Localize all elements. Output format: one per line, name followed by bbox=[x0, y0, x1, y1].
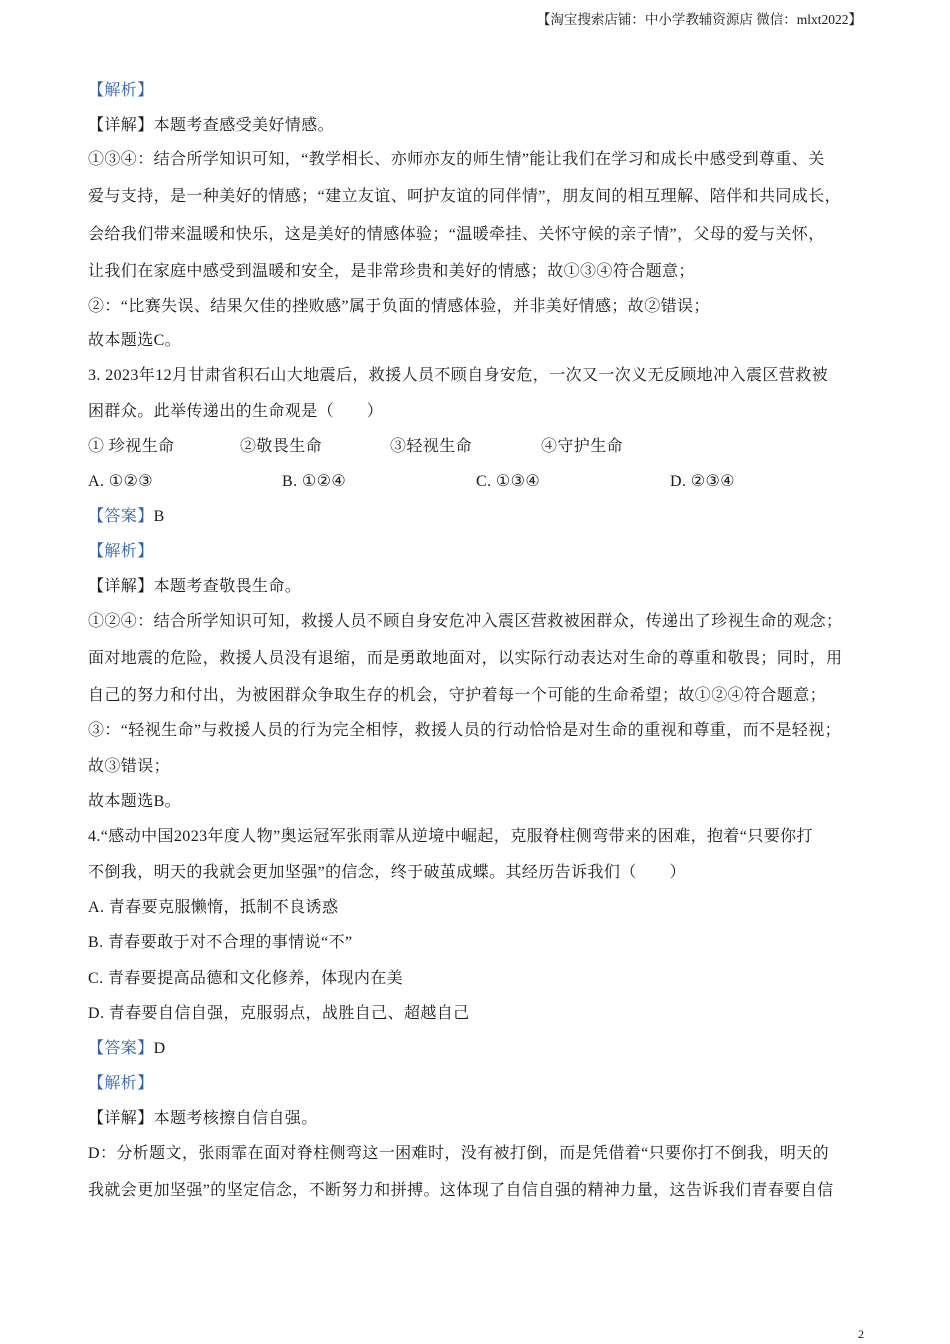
option-d: D. ②③④ bbox=[670, 473, 735, 490]
analysis-tag: 【解析】 bbox=[88, 82, 154, 99]
question-stem-line: 困群众。此举传递出的生命观是（ ） bbox=[88, 403, 384, 420]
explanation-line: D：分析题文，张雨霏在面对脊柱侧弯这一困难时，没有被打倒，而是凭借着“只要你打不倒我，明天的 bbox=[88, 1145, 830, 1162]
detail-tag: 【详解】 bbox=[88, 578, 154, 595]
question-stem-line: 3. 2023年12月甘肃省积石山大地震后，救援人员不顾自身安危，一次又一次义无反顾地冲入震区营救被 bbox=[88, 367, 829, 384]
question-stem-line: 不倒我，明天的我就会更加坚强”的信念，终于破茧成蝶。其经历告诉我们（ ） bbox=[88, 864, 686, 881]
option-d: D. 青春要自信自强，克服弱点，战胜自己、超越自己 bbox=[88, 1005, 470, 1022]
option-a: A. 青春要克服懒惰，抵制不良诱惑 bbox=[88, 899, 339, 916]
answer-value: B bbox=[153, 508, 165, 525]
explanation-line: 爱与支持，是一种美好的情感；“建立友谊、呵护友谊的同伴情”，朋友间的相互理解、陪伴和共同成长， bbox=[88, 188, 842, 205]
explanation-line: 故③错误； bbox=[88, 758, 171, 775]
option-b: B. 青春要敢于对不合理的事情说“不” bbox=[88, 934, 353, 951]
explanation-line: 我就会更加坚强”的坚定信念，不断努力和拼搏。这体现了自信自强的精神力量，这告诉我们青春要自信 bbox=[88, 1182, 834, 1199]
detail-line bbox=[88, 577, 301, 597]
question-stem-line: 4.“感动中国2023年度人物”奥运冠军张雨霏从逆境中崛起，克服脊柱侧弯带来的困难，抱着“只要你打 bbox=[88, 828, 813, 845]
final-answer-line: 故本题选B。 bbox=[88, 793, 182, 810]
analysis-tag: 【解析】 bbox=[88, 1075, 154, 1092]
header-notice: 【淘宝搜索店铺：中小学教辅资源店 微信：mlxt2022】 bbox=[536, 12, 862, 27]
answer-value: D bbox=[153, 1040, 166, 1057]
detail-line bbox=[88, 1109, 318, 1129]
explanation-line: ①③④：结合所学知识可知，“教学相长、亦师亦友的师生情”能让我们在学习和成长中感受到尊重、关 bbox=[88, 151, 825, 168]
explanation-line: 面对地震的危险，救援人员没有退缩，而是勇敢地面对，以实际行动表达对生命的尊重和敬畏；同时，用 bbox=[88, 650, 843, 667]
answer-tag: 【答案】 bbox=[88, 1040, 154, 1057]
answer-line bbox=[88, 1039, 166, 1059]
explanation-line: 会给我们带来温暖和快乐，这是美好的情感体验；“温暖牵挂、关怀守候的亲子情”，父母的爱与关怀， bbox=[88, 226, 825, 243]
detail-tag: 【详解】 bbox=[88, 1110, 154, 1127]
page-number: 2 bbox=[858, 1327, 864, 1341]
option-c: C. ①③④ bbox=[476, 473, 541, 490]
explanation-line: 让我们在家庭中感受到温暖和安全，是非常珍贵和美好的情感；故①③④符合题意； bbox=[88, 263, 695, 280]
explanation-line: ①②④：结合所学知识可知，救援人员不顾自身安危冲入震区营救被困群众，传递出了珍视生命的观念； bbox=[88, 613, 843, 630]
detail-topic: 本题考查敬畏生命。 bbox=[153, 578, 302, 595]
statement-item: ④守护生命 bbox=[541, 438, 624, 455]
answer-line bbox=[88, 507, 165, 527]
detail-topic: 本题考核擦自信自强。 bbox=[153, 1110, 318, 1127]
option-a: A. ①②③ bbox=[88, 473, 153, 490]
detail-tag: 【详解】 bbox=[88, 117, 154, 134]
answer-tag: 【答案】 bbox=[88, 508, 154, 525]
statement-item: ① 珍视生命 bbox=[88, 438, 175, 455]
explanation-line: ③：“轻视生命”与救援人员的行为完全相悖，救援人员的行动恰恰是对生命的重视和尊重，而不是轻视； bbox=[88, 722, 842, 739]
final-answer-line: 故本题选C。 bbox=[88, 332, 182, 349]
detail-topic: 本题考查感受美好情感。 bbox=[153, 117, 335, 134]
option-c: C. 青春要提高品德和文化修养，体现内在美 bbox=[88, 970, 404, 987]
statement-item: ③轻视生命 bbox=[390, 438, 473, 455]
statement-item: ②敬畏生命 bbox=[240, 438, 323, 455]
analysis-tag: 【解析】 bbox=[88, 543, 154, 560]
option-b: B. ①②④ bbox=[282, 473, 347, 490]
detail-line bbox=[88, 116, 334, 136]
explanation-line: ②：“比赛失误、结果欠佳的挫败感”属于负面的情感体验，并非美好情感；故②错误； bbox=[88, 298, 710, 315]
explanation-line: 自己的努力和付出，为被困群众争取生存的机会，守护着每一个可能的生命希望；故①②④符合题意； bbox=[88, 687, 827, 704]
